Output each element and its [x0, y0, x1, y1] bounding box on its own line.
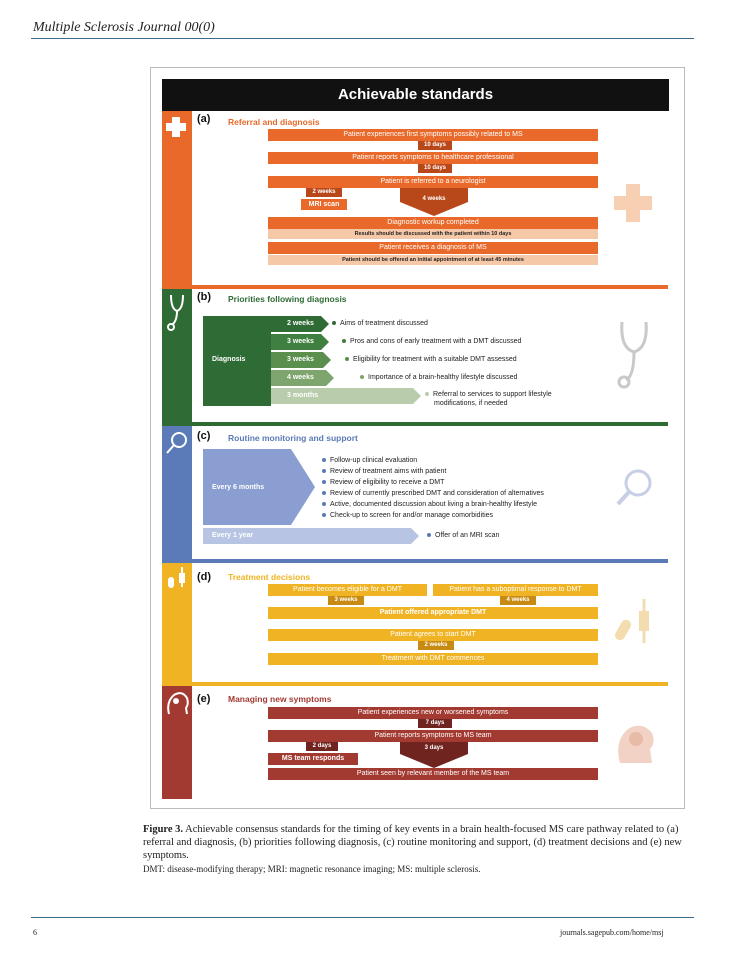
d-bar-suboptimal: Patient has a suboptimal response to DMT	[433, 584, 598, 596]
c-item-1: Follow-up clinical evaluation	[322, 457, 417, 464]
d-duration-2-weeks: 2 weeks	[418, 641, 454, 650]
bullet-icon	[322, 480, 326, 484]
bullet-icon	[360, 375, 364, 379]
c-every-6-months: Every 6 months	[212, 484, 265, 491]
c-item-4: Review of currently prescribed DMT and consideration of alternatives	[322, 490, 544, 497]
c-every-1-year: Every 1 year	[212, 532, 254, 539]
c-item-mri: Offer of an MRI scan	[427, 532, 499, 539]
e-bar-reports: Patient reports symptoms to MS team	[268, 730, 598, 742]
b-item-5: Referral to services to support lifestyle	[425, 391, 552, 398]
section-d-sidebar	[162, 563, 192, 687]
b-diagnosis-label: Diagnosis	[212, 356, 246, 363]
section-d-letter: (d)	[197, 571, 212, 583]
section-e-title: Managing new symptoms	[228, 694, 332, 704]
section-b-title: Priorities following diagnosis	[228, 294, 347, 304]
d-bar-commences: Treatment with DMT commences	[268, 653, 598, 665]
bullet-icon	[427, 533, 431, 537]
b-time-1: 2 weeks	[287, 320, 314, 327]
head-watermark-icon	[612, 717, 658, 767]
figure-caption	[143, 823, 688, 862]
a-arrow-4-weeks	[400, 188, 468, 216]
e-ms-team-responds: MS team responds	[268, 753, 358, 765]
head-icon	[162, 686, 192, 722]
e-bar-new-symptoms: Patient experiences new or worsened symptoms	[268, 707, 598, 719]
section-b-sidebar	[162, 289, 192, 426]
a-bar-first-symptoms: Patient experiences first symptoms possibly related to MS	[268, 129, 598, 141]
section-a-title: Referral and diagnosis	[228, 117, 320, 127]
bullet-icon	[425, 392, 429, 396]
c-item-6: Check-up to screen for and/or manage comorbidities	[322, 512, 493, 519]
section-e-sidebar	[162, 686, 192, 799]
c-item-5: Active, documented discussion about living a brain-healthy lifestyle	[322, 501, 537, 508]
a-duration-2-weeks: 2 weeks	[306, 188, 342, 197]
section-e-letter: (e)	[197, 693, 211, 705]
journal-url: journals.sagepub.com/home/msj	[560, 928, 664, 937]
b-time-3: 3 weeks	[287, 356, 314, 363]
header-rule	[31, 38, 694, 39]
bullet-icon	[322, 513, 326, 517]
d-duration-4-weeks: 4 weeks	[500, 596, 536, 605]
a-bar-reports: Patient reports symptoms to healthcare professional	[268, 152, 598, 164]
section-c-rule	[192, 559, 668, 563]
a-note-diagnosis: Patient should be offered an initial appointment of at least 45 minutes	[268, 255, 598, 265]
a-duration-2: 10 days	[418, 164, 452, 173]
caption-text: Achievable consensus standards for the timing of key events in a brain health-focused MS care pathway related to (a) referral and diagnosis, (b) priorities following diagnosis, (c) routine monitoring and support, (d) treatment decisions and (e) new symptoms.	[143, 824, 682, 861]
syringe-icon	[162, 563, 192, 593]
section-c-letter: (c)	[197, 430, 211, 442]
a-bar-workup: Diagnostic workup completed	[268, 217, 598, 229]
stethoscope-icon	[162, 289, 192, 335]
section-b-rule	[192, 422, 668, 426]
bullet-icon	[332, 321, 336, 325]
b-item-4: Importance of a brain-healthy lifestyle discussed	[360, 374, 517, 381]
a-bar-referred: Patient is referred to a neurologist	[268, 176, 598, 188]
stethoscope-watermark-icon	[612, 318, 656, 390]
d-bar-offered: Patient offered appropriate DMT	[268, 607, 598, 619]
figure-banner: Achievable standards	[162, 79, 669, 111]
d-bar-eligible: Patient becomes eligible for a DMT	[268, 584, 427, 596]
bullet-icon	[322, 469, 326, 473]
b-time-2: 3 weeks	[287, 338, 314, 345]
a-mri-scan: MRI scan	[301, 199, 347, 210]
e-duration-2-days: 2 days	[306, 742, 338, 751]
magnifier-watermark-icon	[614, 466, 656, 508]
syringe-watermark-icon	[612, 597, 658, 647]
e-bar-seen: Patient seen by relevant member of the MS team	[268, 768, 598, 780]
section-d-rule	[192, 682, 668, 686]
section-d-title: Treatment decisions	[228, 572, 311, 582]
bullet-icon	[322, 491, 326, 495]
section-a-letter: (a)	[197, 113, 211, 125]
caption-abbreviations: DMT: disease-modifying therapy; MRI: magnetic resonance imaging; MS: multiple sclerosis.	[143, 864, 481, 874]
footer-rule	[31, 917, 694, 918]
b-item-2: Pros and cons of early treatment with a DMT discussed	[342, 338, 521, 345]
a-duration-1: 10 days	[418, 141, 452, 150]
b-item-3: Eligibility for treatment with a suitable DMT assessed	[345, 356, 517, 363]
a-note-workup: Results should be discussed with the patient within 10 days	[268, 229, 598, 239]
journal-header: Multiple Sclerosis Journal 00(0)	[33, 20, 215, 35]
section-c-title: Routine monitoring and support	[228, 433, 358, 443]
cross-watermark-icon	[612, 182, 654, 224]
c-item-2: Review of treatment aims with patient	[322, 468, 446, 475]
bullet-icon	[342, 339, 346, 343]
d-duration-3-weeks: 3 weeks	[328, 596, 364, 605]
section-b-letter: (b)	[197, 291, 212, 303]
b-item-5-cont: modifications, if needed	[434, 400, 508, 407]
d-bar-agrees: Patient agrees to start DMT	[268, 629, 598, 641]
section-a-rule	[192, 285, 668, 289]
magnifier-icon	[162, 426, 192, 460]
c-item-3: Review of eligibility to receive a DMT	[322, 479, 444, 486]
e-duration-7-days: 7 days	[418, 719, 452, 728]
section-a-sidebar	[162, 111, 192, 289]
bullet-icon	[345, 357, 349, 361]
b-item-1: Aims of treatment discussed	[332, 320, 428, 327]
e-duration-3-days: 3 days	[424, 745, 444, 751]
bullet-icon	[322, 458, 326, 462]
cross-icon	[162, 111, 192, 141]
bullet-icon	[322, 502, 326, 506]
a-bar-diagnosis: Patient receives a diagnosis of MS	[268, 242, 598, 254]
section-c-sidebar	[162, 426, 192, 563]
a-duration-4-weeks: 4 weeks	[422, 196, 446, 202]
b-time-4: 4 weeks	[287, 374, 314, 381]
b-time-5: 3 months	[287, 392, 319, 399]
page-number: 6	[33, 928, 37, 937]
caption-label: Figure 3.	[143, 824, 184, 835]
